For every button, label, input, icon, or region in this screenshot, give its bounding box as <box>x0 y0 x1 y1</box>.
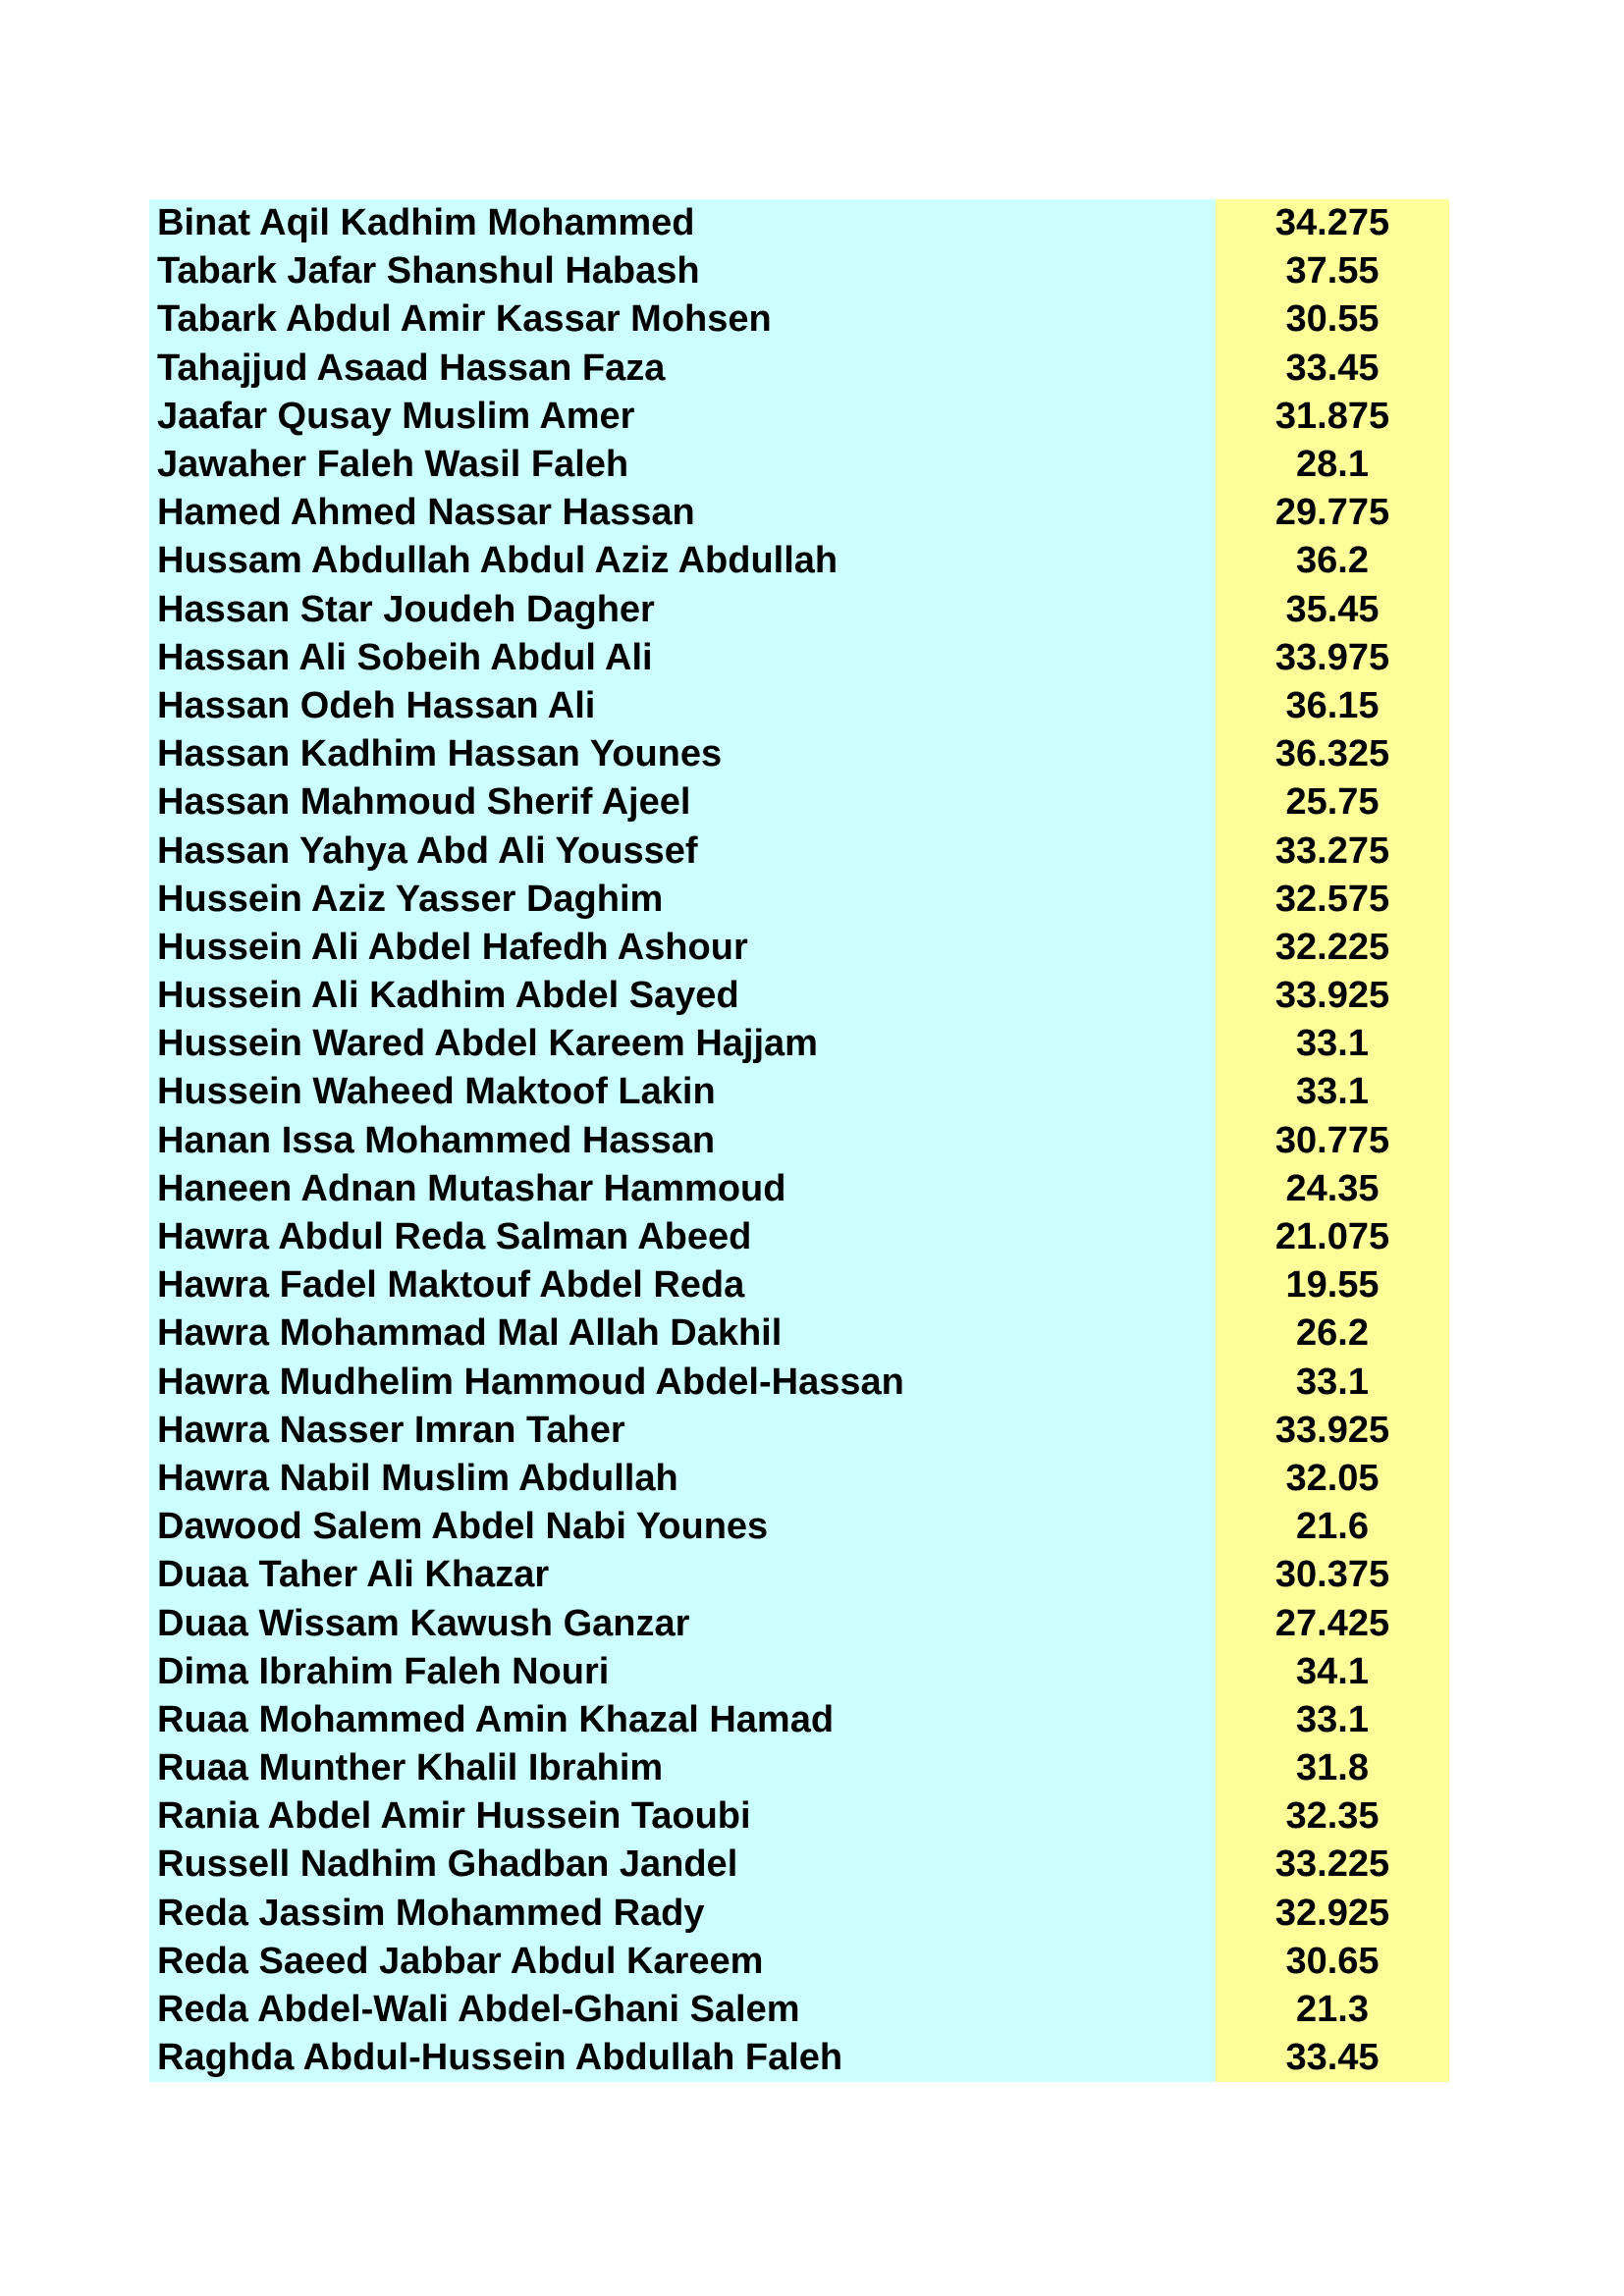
student-name-cell: Hawra Nasser Imran Taher <box>149 1407 1216 1455</box>
student-score-cell: 34.1 <box>1216 1648 1449 1696</box>
student-name-cell: Reda Jassim Mohammed Rady <box>149 1890 1216 1938</box>
table-row <box>149 924 1449 972</box>
table-row <box>149 1696 1449 1744</box>
student-name-cell: Duaa Taher Ali Khazar <box>149 1551 1216 1599</box>
student-score-cell: 33.225 <box>1216 1841 1449 1889</box>
student-name-cell: Hassan Star Joudeh Dagher <box>149 586 1216 634</box>
table-row <box>149 876 1449 924</box>
table-row <box>149 199 1449 247</box>
student-name-cell: Hussam Abdullah Abdul Aziz Abdullah <box>149 537 1216 585</box>
student-score-cell: 33.925 <box>1216 972 1449 1020</box>
student-score-cell: 30.775 <box>1216 1117 1449 1165</box>
student-score-cell: 32.225 <box>1216 924 1449 972</box>
student-score-cell: 32.575 <box>1216 876 1449 924</box>
student-score-cell: 30.65 <box>1216 1938 1449 1986</box>
student-score-cell: 21.3 <box>1216 1986 1449 2034</box>
student-score-cell: 33.275 <box>1216 827 1449 875</box>
student-name-cell: Jawaher Faleh Wasil Faleh <box>149 441 1216 489</box>
student-name-cell: Hussein Waheed Maktoof Lakin <box>149 1068 1216 1116</box>
student-name-cell: Tahajjud Asaad Hassan Faza <box>149 345 1216 393</box>
table-row <box>149 1407 1449 1455</box>
student-score-cell: 33.925 <box>1216 1407 1449 1455</box>
student-name-cell: Hawra Fadel Maktouf Abdel Reda <box>149 1261 1216 1309</box>
table-row <box>149 393 1449 441</box>
table-row <box>149 1648 1449 1696</box>
student-name-cell: Jaafar Qusay Muslim Amer <box>149 393 1216 441</box>
table-row <box>149 1890 1449 1938</box>
table-row <box>149 1261 1449 1309</box>
student-name-cell: Ruaa Mohammed Amin Khazal Hamad <box>149 1696 1216 1744</box>
student-name-cell: Dawood Salem Abdel Nabi Younes <box>149 1503 1216 1551</box>
table-row <box>149 1068 1449 1116</box>
student-name-cell: Russell Nadhim Ghadban Jandel <box>149 1841 1216 1889</box>
student-name-cell: Dima Ibrahim Faleh Nouri <box>149 1648 1216 1696</box>
table-row <box>149 1455 1449 1503</box>
student-score-cell: 32.35 <box>1216 1792 1449 1841</box>
table-row <box>149 827 1449 875</box>
student-name-cell: Hassan Kadhim Hassan Younes <box>149 730 1216 778</box>
table-row <box>149 1938 1449 1986</box>
table-row <box>149 1165 1449 1213</box>
student-score-cell: 25.75 <box>1216 778 1449 827</box>
student-score-cell: 31.875 <box>1216 393 1449 441</box>
student-name-cell: Hawra Mohammad Mal Allah Dakhil <box>149 1309 1216 1358</box>
student-score-cell: 21.075 <box>1216 1213 1449 1261</box>
student-name-cell: Raghda Abdul-Hussein Abdullah Faleh <box>149 2034 1216 2082</box>
table-row <box>149 1986 1449 2034</box>
table-row <box>149 778 1449 827</box>
student-score-cell: 24.35 <box>1216 1165 1449 1213</box>
table-row <box>149 345 1449 393</box>
student-name-cell: Binat Aqil Kadhim Mohammed <box>149 199 1216 247</box>
table-row <box>149 2034 1449 2082</box>
table-row <box>149 537 1449 585</box>
student-score-cell: 33.45 <box>1216 345 1449 393</box>
table-row <box>149 441 1449 489</box>
student-score-cell: 36.325 <box>1216 730 1449 778</box>
table-row <box>149 1213 1449 1261</box>
table-row <box>149 972 1449 1020</box>
table-row <box>149 682 1449 730</box>
student-score-cell: 33.1 <box>1216 1068 1449 1116</box>
student-score-cell: 35.45 <box>1216 586 1449 634</box>
student-score-cell: 33.975 <box>1216 634 1449 682</box>
table-row <box>149 730 1449 778</box>
student-name-cell: Reda Abdel-Wali Abdel-Ghani Salem <box>149 1986 1216 2034</box>
student-score-cell: 31.8 <box>1216 1744 1449 1792</box>
student-name-cell: Hanan Issa Mohammed Hassan <box>149 1117 1216 1165</box>
score-table-body <box>149 199 1449 2082</box>
student-name-cell: Ruaa Munther Khalil Ibrahim <box>149 1744 1216 1792</box>
student-score-table <box>149 199 1449 2082</box>
student-name-cell: Hassan Ali Sobeih Abdul Ali <box>149 634 1216 682</box>
table-row <box>149 489 1449 537</box>
student-name-cell: Tabark Abdul Amir Kassar Mohsen <box>149 295 1216 344</box>
student-name-cell: Hussein Aziz Yasser Daghim <box>149 876 1216 924</box>
student-score-cell: 36.2 <box>1216 537 1449 585</box>
student-score-cell: 29.775 <box>1216 489 1449 537</box>
student-score-cell: 28.1 <box>1216 441 1449 489</box>
student-name-cell: Hassan Yahya Abd Ali Youssef <box>149 827 1216 875</box>
student-name-cell: Hussein Ali Abdel Hafedh Ashour <box>149 924 1216 972</box>
student-score-cell: 30.55 <box>1216 295 1449 344</box>
student-score-cell: 33.45 <box>1216 2034 1449 2082</box>
student-score-cell: 34.275 <box>1216 199 1449 247</box>
student-score-cell: 37.55 <box>1216 247 1449 295</box>
table-row <box>149 1841 1449 1889</box>
table-row <box>149 1359 1449 1407</box>
table-row <box>149 1599 1449 1647</box>
student-score-cell: 32.925 <box>1216 1890 1449 1938</box>
student-score-cell: 30.375 <box>1216 1551 1449 1599</box>
table-row <box>149 1020 1449 1068</box>
student-score-cell: 36.15 <box>1216 682 1449 730</box>
table-row <box>149 634 1449 682</box>
table-row <box>149 1792 1449 1841</box>
student-score-cell: 21.6 <box>1216 1503 1449 1551</box>
table-row <box>149 1117 1449 1165</box>
student-name-cell: Hassan Odeh Hassan Ali <box>149 682 1216 730</box>
student-score-cell: 26.2 <box>1216 1309 1449 1358</box>
table-row <box>149 247 1449 295</box>
table-row <box>149 295 1449 344</box>
student-name-cell: Rania Abdel Amir Hussein Taoubi <box>149 1792 1216 1841</box>
table-row <box>149 586 1449 634</box>
student-name-cell: Haneen Adnan Mutashar Hammoud <box>149 1165 1216 1213</box>
table-row <box>149 1503 1449 1551</box>
student-score-cell: 27.425 <box>1216 1599 1449 1647</box>
student-name-cell: Hamed Ahmed Nassar Hassan <box>149 489 1216 537</box>
student-score-cell: 33.1 <box>1216 1359 1449 1407</box>
table-row <box>149 1309 1449 1358</box>
student-name-cell: Hussein Ali Kadhim Abdel Sayed <box>149 972 1216 1020</box>
student-score-cell: 19.55 <box>1216 1261 1449 1309</box>
student-name-cell: Hawra Nabil Muslim Abdullah <box>149 1455 1216 1503</box>
student-score-cell: 32.05 <box>1216 1455 1449 1503</box>
student-name-cell: Duaa Wissam Kawush Ganzar <box>149 1599 1216 1647</box>
student-name-cell: Hawra Mudhelim Hammoud Abdel-Hassan <box>149 1359 1216 1407</box>
table-row <box>149 1744 1449 1792</box>
student-name-cell: Reda Saeed Jabbar Abdul Kareem <box>149 1938 1216 1986</box>
student-score-cell: 33.1 <box>1216 1020 1449 1068</box>
student-name-cell: Tabark Jafar Shanshul Habash <box>149 247 1216 295</box>
student-name-cell: Hussein Wared Abdel Kareem Hajjam <box>149 1020 1216 1068</box>
table-row <box>149 1551 1449 1599</box>
student-name-cell: Hassan Mahmoud Sherif Ajeel <box>149 778 1216 827</box>
student-score-cell: 33.1 <box>1216 1696 1449 1744</box>
student-name-cell: Hawra Abdul Reda Salman Abeed <box>149 1213 1216 1261</box>
